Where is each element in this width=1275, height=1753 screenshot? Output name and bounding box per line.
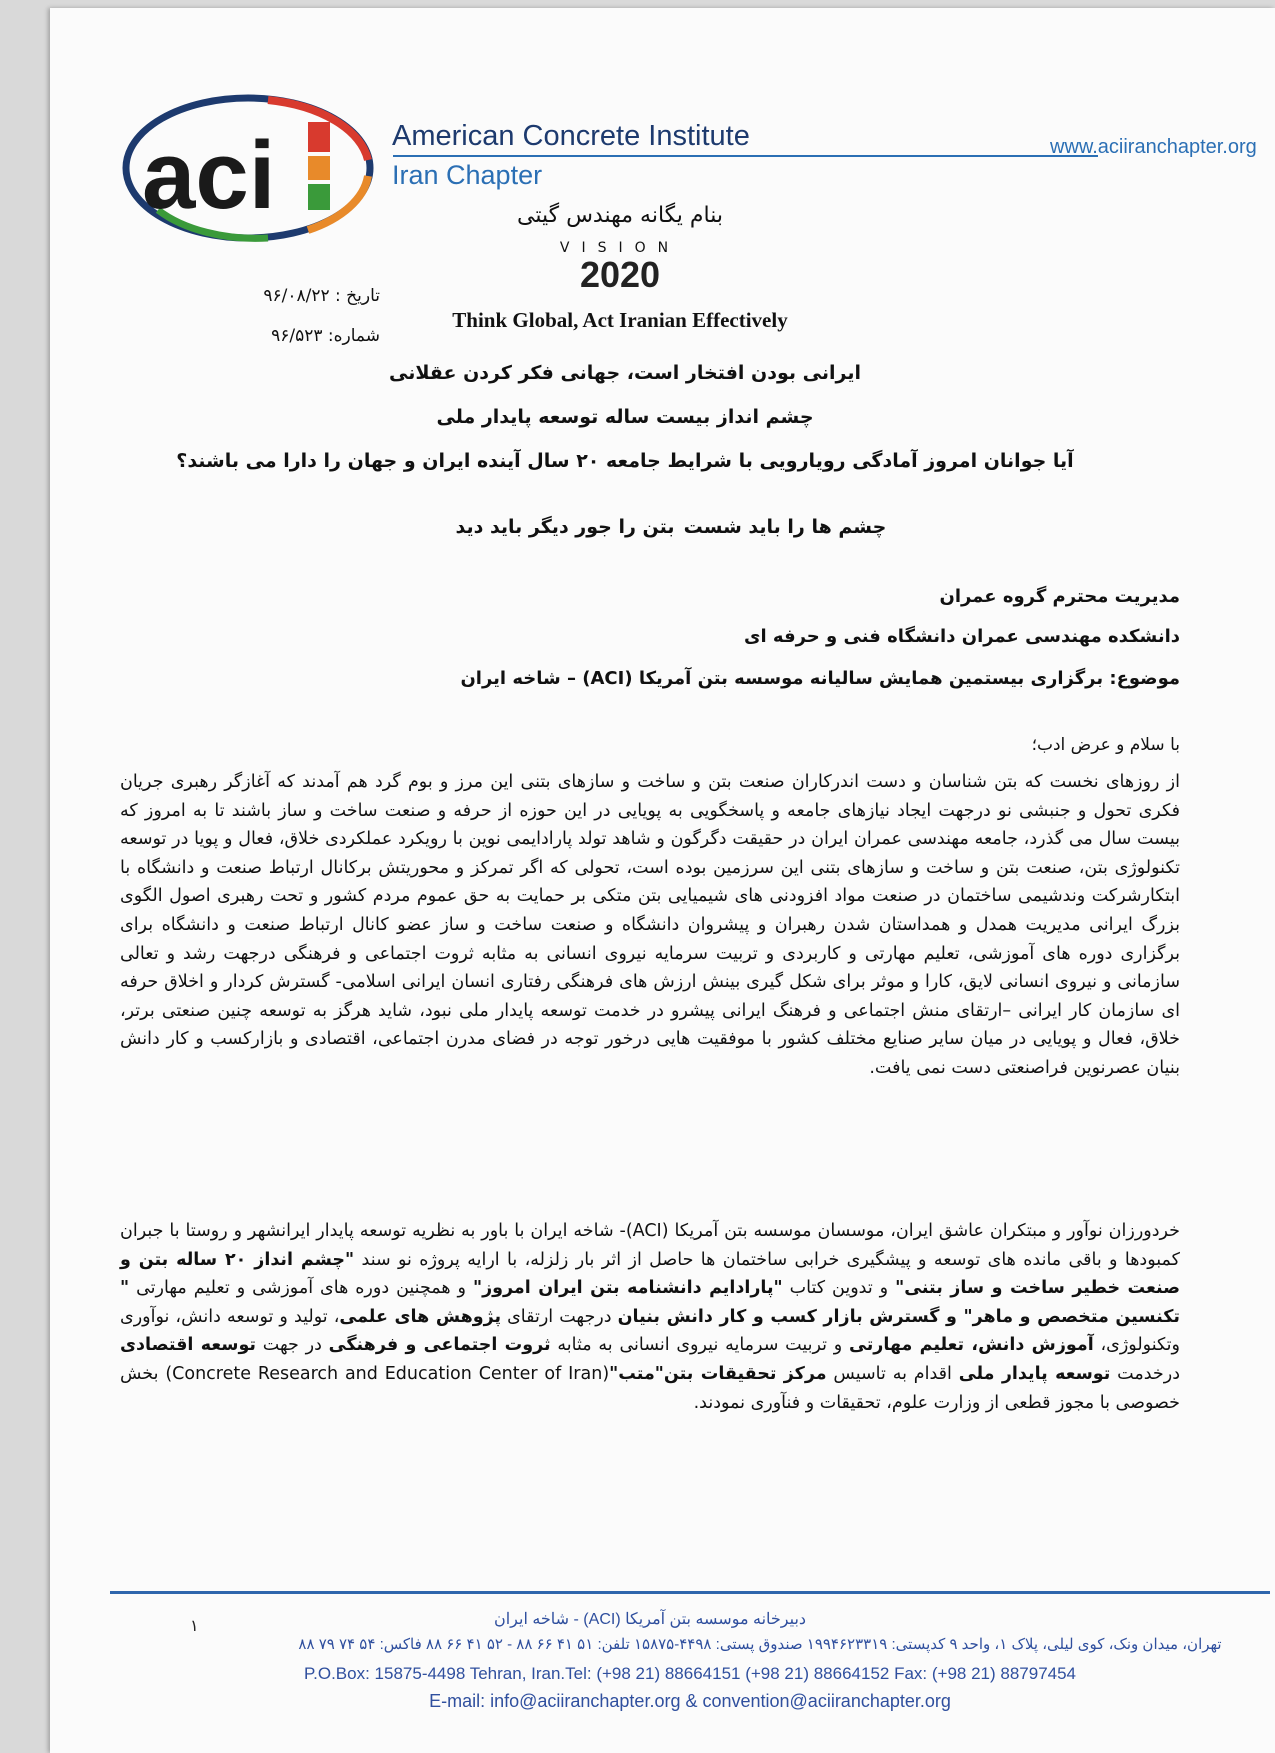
para2-text: خردورزان نوآور و مبتکران عاشق ایران، موسسان موسسه بتن آمریکا (ACI)- شاخه ایران با باور به نظریه توسعه پایدار ایرانشهر و روستا با جبران کمبودها و باقی مانده های توسعه و پیشگیری خرابی ساختمان ها حاصل از اثر بار زلزله، با ارایه پروژه نو سند xyxy=(120,1221,1180,1270)
vision-year: 2020 xyxy=(579,254,661,295)
para2-text: در جهت xyxy=(256,1335,329,1356)
org-name: American Concrete Institute xyxy=(392,120,750,152)
invocation: بنام یگانه مهندس گیتی xyxy=(516,203,723,228)
addressee-line-2: دانشکده مهندسی عمران دانشگاه فنی و حرفه ای xyxy=(743,626,1180,647)
para2-bold: " تکنسین متخصص و ماهر" و گسترش بازار کسب و کار دانش بنیان xyxy=(120,1278,1181,1327)
letter-number: شماره: ۹۶/۵۲۳ xyxy=(271,326,380,346)
aci-logo xyxy=(118,80,388,260)
para2-text: و تدوین کتاب xyxy=(782,1278,896,1299)
para2-text: (Concrete Research and Education Center of Iran) بخش خصوصی با مجوز قطعی از وزارت علوم، تحقیقات و فنآوری نمودند. xyxy=(120,1363,1180,1413)
headline-1: ایرانی بودن افتخار است، جهانی فکر کردن عقلانی xyxy=(389,362,861,384)
para2-text: اقدام به تاسیس xyxy=(826,1363,959,1384)
footer-secretariat: دبیرخانه موسسه بتن آمریکا (ACI) - شاخه ایران xyxy=(493,1611,807,1628)
letter-subject: موضوع: برگزاری بیستمین همایش سالیانه موسسه بتن آمریکا (ACI) – شاخه ایران xyxy=(460,668,1180,689)
letter-date: تاریخ : ۹۶/۰۸/۲۲ xyxy=(263,286,380,306)
para2-bold: "چشم انداز ۲۰ ساله بتن و صنعت خطیر ساخت و ساز بتنی" xyxy=(120,1249,1180,1299)
salutation: با سلام و عرض ادب؛ xyxy=(1031,735,1180,755)
header-rule xyxy=(393,155,1098,157)
para2-bold: توسعه پایدار ملی xyxy=(958,1363,1111,1384)
vision-label: VISION xyxy=(559,240,681,256)
page-number: ۱ xyxy=(190,1616,199,1635)
body-paragraph-1: از روزهای نخست که بتن شناسان و دست اندرکاران صنعت بتن و ساخت و سازهای بتنی این مرز و بوم گرد هم آمدند که آغازگر رهبری جریان فکری تحول و جنبشی نو درجهت ایجاد نیازهای جامعه و پاسخگویی به پویایی در این حوزه از حرفه و صنعت ساخت و ساز باشند تا به امروز که بیست سال می گذرد، جامعه مهندسی عمران ایران در حقیقت دگرگون و شاهد تولد پارادایمی نوین با رویکرد عملکردی خلاق، فعال و پویا در توسعه تکنولوژی بتن، صنعت بتن و ساخت و سازهای بتنی این سرزمین بوده است، تحولی که اگر تمرکز و محوریتش برکانال ارتباط صنعت و دانشگاه با ابتکارشرکت وندشیمی ساختمان در صنعت مواد افزودنی های شیمیایی بتن متکی بر حمایت به حق عموم مردم کشور و تحت رهبری اصول الگوی بزرگ ایرانی مدیریت همدل و همداستان شدن رهبران و پیشروان دانشگاه و صنعت ساخت و ساز عضو کانال ارتباط صنعت و دانشگاه برای برگزاری دوره های آموزشی، تعلیم مهارتی و کاربردی و تربیت سرمایه نیروی انسانی به مثابه ثروت اجتماعی و فرهنگی درجهت رشد و تعالی سازمانی و نیروی انسانی لایق، کارا و موثر برای شکل گیری بینش ارزش های فرهنگی رفتاری انسان ایرانی اسلامی- گسترش کردار و اخلاق حرفه ای سازمان کار ایرانی –ارتقای منش اجتماعی و فرهنگ ایرانی پیشرو در خدمت توسعه پایدار ملی نبود، شاید هرگز به توسعه چنین صنعتی برتر، خلاق، فعال و پویایی در میان سایر صنایع مختلف کشور با موفقیت هایی درخور توجه در فضای مدرن اجتماعی، اقتصادی و بازارکسب و کار دانش بنیان عصرنوین فراصنعتی دست نمی یافت. xyxy=(120,772,1180,1078)
body-paragraph-2 xyxy=(120,1217,1180,1417)
motto-left-phrase: چشم ها را باید شست xyxy=(683,516,887,538)
footer-address-fa: تهران، میدان ونک، کوی لیلی، پلاک ۱، واحد ۹ کدپستی: ۱۹۹۴۶۲۳۳۱۹ صندوق پستی: ۴۴۹۸-۱۵۸۷۵ تلفن: ۵۱ ۴۱ ۶۶ ۸۸ - ۵۲ ۴۱ ۶۶ ۸۸ فاکس: ۵۴ ۷۴ ۷۹ ۸۸ xyxy=(298,1636,1222,1653)
headline-3: آیا جوانان امروز آمادگی رویارویی با شرایط جامعه ۲۰ سال آینده ایران و جهان را دارا می باشند؟ xyxy=(176,450,1074,472)
para2-text: و تربیت سرمایه نیروی انسانی به مثابه xyxy=(550,1335,850,1356)
letter-page xyxy=(50,8,1275,1753)
para2-bold: پژوهش های علمی xyxy=(339,1306,502,1327)
para2-bold: آموزش دانش، تعلیم مهارتی xyxy=(849,1335,1094,1356)
motto-right-phrase: بتن را جور دیگر باید دید xyxy=(455,516,675,538)
footer-email[interactable]: E-mail: info@aciiranchapter.org & convention@aciiranchapter.org xyxy=(429,1691,951,1711)
para2-text: ، تولید و توسعه دانش، نوآوری وتکنولوژی، xyxy=(120,1306,1180,1356)
para2-bold: توسعه اقتصادی xyxy=(120,1335,256,1356)
addressee-line-1: مدیریت محترم گروه عمران xyxy=(939,586,1180,607)
para2-bold: مرکز تحقیقات بتن"متب" xyxy=(609,1363,827,1384)
footer-rule xyxy=(110,1591,1270,1594)
para2-text: درخدمت xyxy=(1110,1363,1180,1384)
website-link[interactable]: www.aciiranchapter.org xyxy=(1050,136,1257,158)
headline-2: چشم انداز بیست ساله توسعه پایدار ملی xyxy=(436,406,814,428)
footer-address-en: P.O.Box: 15875-4498 Tehran, Iran.Tel: (+98 21) 88664151 (+98 21) 88664152 Fax: (+98 21) 88797454 xyxy=(303,1664,1077,1683)
chapter-name: Iran Chapter xyxy=(392,160,543,190)
para2-text: و همچنین دوره های آموزشی و تعلیم مهارتی xyxy=(129,1278,473,1299)
logo-text: aci xyxy=(142,122,276,229)
slogan: Think Global, Act Iranian Effectively xyxy=(452,308,788,332)
para2-bold: "پارادایم دانشنامه بتن ایران امروز" xyxy=(472,1278,783,1299)
para2-text: درجهت ارتقای xyxy=(501,1306,618,1327)
para2-bold: ثروت اجتماعی و فرهنگی xyxy=(328,1335,551,1356)
